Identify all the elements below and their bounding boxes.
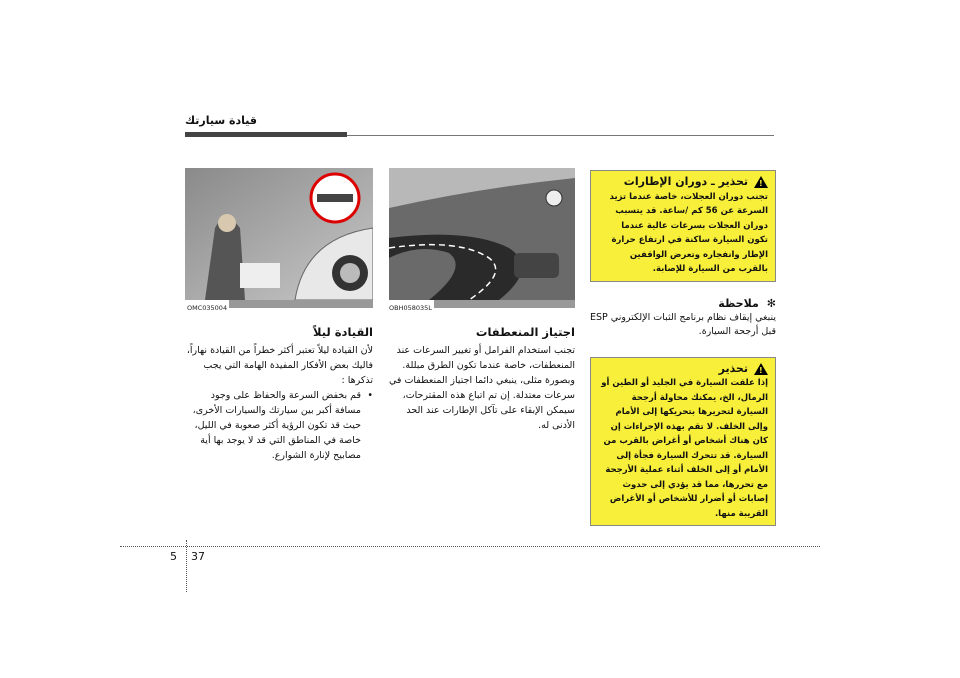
bullet-item: • قم بخفض السرعة والحفاظ على وجود مسافة أكبر بين سيارتك والسيارات الأخرى، حيث قد تكون الرؤية أكثر صعوبة في الليل، خاصة في المناطق التي قد لا يوجد بها أية مصابيح لإنارة الشوارع. [185,388,373,463]
note-icon: ✻ [766,296,776,310]
note-body: ينبغي إيقاف نظام برنامج الثبات الإلكتروني ESP قبل أرجحة السيارة. [589,311,776,337]
footer-divider [186,540,187,592]
curved-road-image [389,168,575,300]
note-title: ملاحظة [718,296,759,310]
note-heading [590,296,776,311]
right-column [590,170,776,526]
header-rule [347,135,774,136]
warning-box-rocking [590,357,776,527]
section-title: قيادة سيارتك [185,114,257,127]
heading-cornering: اجتياز المنعطفات [475,325,575,339]
warning-box-tire-spin [590,170,776,282]
warning-body: إذا علقت السيارة في الجليد أو الطين أو الرمال، الخ، يمكنك محاولة أرجحة السيارة لتحريرها بتحريكها إلى الأمام وإلى الخلف. لا تقم بهذه الإجراءات إن كان هناك أشخاص أو أغراض بالقرب من السيارة. قد تتحرك السيارة فجأة إلى الأمام أو إلى الخلف أثناء عملية الأرجحة مع تحررها، مما قد يؤدي إلى حدوث إصابات أو أضرار للأشخاص أو الأغراض القريبة منها. [601,378,768,519]
image-caption: OMC035004 [185,300,229,317]
cornering-body: تجنب استخدام الفرامل أو تغيير السرعات عند المنعطفات، خاصة عندما تكون الطرق مبللة. وبصورة مثلى، ينبغي دائما اجتياز المنعطفات في سرعات معتدلة. إن تم اتباع هذه المقترحات، سيمكن الإبقاء على تآكل الإطارات عند الحد الأدنى له. [388,345,575,431]
night-driving-image [185,168,373,300]
warning-icon [754,176,768,188]
warning-title: تحذير [718,361,748,375]
warning-body: تجنب دوران العجلات، خاصة عندما تزيد السرعة عن 56 كم /ساعة. قد يتسبب دوران العجلات بسرعات عالية عندما تكون السيارة ساكنة في ارتفاع حرارة الإطار وانفجاره وتعرض الواقفين بالقرب من السيارة للإصابة. [609,191,768,274]
footer-rule [120,546,820,547]
night-driving-intro: لأن القيادة ليلاً تعتبر أكثر خطراً من القيادة نهاراً، فاليك بعض الأفكار المفيدة الهامة التي يجب تذكرها : [186,345,373,386]
header-bar [185,132,347,137]
night-driving-column [185,168,373,463]
cornering-column [387,168,575,433]
warning-title: تحذير ـ دوران الإطارات [623,175,748,188]
heading-night-driving: القيادة ليلاً [313,325,373,339]
image-caption: OBH058035L [387,300,434,317]
warning-icon [754,363,768,375]
section-number: 5 [170,550,177,563]
page-number: 37 [191,550,205,563]
